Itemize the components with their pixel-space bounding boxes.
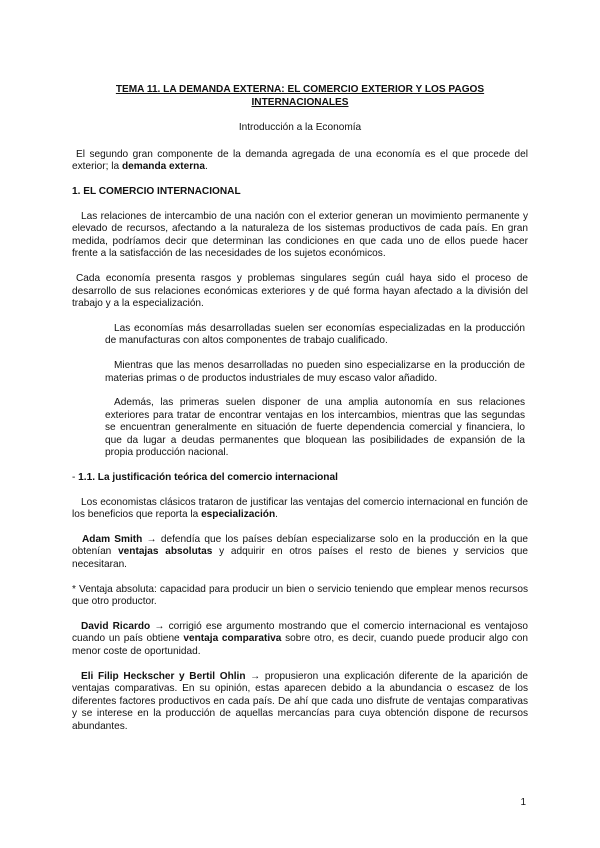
indented-paragraph-autonomy: Además, las primeras suelen disponer de una amplia autonomía en sus relaciones exteriores para tratar de encontrar ventajas en los intercambios, mientras que las segundas se encuentran generalmente en situación de fuerte dependencia comercial y financiera, lo que da lugar a deudas permanentes que bloquean las posibilidades de expansión de la propia producción nacional.: [105, 397, 525, 459]
subsection-heading-text: 1.1. La justificación teórica del comercio internacional: [78, 472, 338, 484]
section-heading: 1. EL COMERCIO INTERNACIONAL: [72, 185, 241, 197]
paragraph-rasgos: Cada economía presenta rasgos y problemas singulares según cuál haya sido el proceso de desarrollo de sus relaciones económicas exteriores y de qué forma hayan afectado a la división del trabajo y a la especialización.: [72, 272, 528, 310]
intro-bold: demanda externa: [121, 161, 205, 173]
clasicos-text-2: .: [275, 509, 278, 521]
smith-name: Adam Smith: [82, 533, 143, 545]
page-number: 1: [520, 797, 526, 809]
subsection-prefix: -: [72, 472, 79, 484]
smith-text-2: y adquirir en otros países el resto de bienes y servicios que necesitaran.: [72, 546, 528, 571]
heckscher-text-1: → propusieron una explicación diferente de la aparición de ventajas comparativas. En su opinión, estas aparecen debido a la abundancia o escasez de los diferentes factores productivos en cada país. De ahí que cada uno disfrute de ventajas comparativas y se interese en la producción de aquellas mercancías para cuya obtención dispone de recursos abundantes.: [72, 670, 528, 732]
paragraph-relations: Las relaciones de intercambio de una nación con el exterior generan un movimiento permanente y elevado de recursos, afectando a la naturaleza de los sistemas productivos de cada país. En gran medida, podríamos decir que determinan las condiciones en que cada uno de ellos puede hacer frente a la satisfacción de las necesidades de los sujetos económicos.: [72, 210, 528, 260]
paragraph-heckscher: [72, 671, 528, 734]
ricardo-text-2: sobre otro, es decir, cuando puede producir algo con menor coste de oportunidad.: [72, 633, 528, 657]
paragraph-smith: [72, 534, 528, 572]
intro-paragraph: [72, 149, 528, 174]
intro-text-1: El segundo gran componente de la demanda agregada de una economía es el que procede del exterior; la: [72, 148, 528, 173]
clasicos-bold: especialización: [201, 509, 276, 521]
paragraph-ricardo: [72, 621, 528, 659]
smith-text-1: → defendía que los países debían especializarse solo en la producción en la que obtenían: [72, 533, 528, 558]
document-subtitle: Introducción a la Economía: [238, 122, 362, 134]
subsection-heading: [72, 472, 528, 485]
ricardo-text-1: → corrigió ese argumento mostrando que el comercio internacional es ventajoso cuando un país obtiene: [72, 620, 528, 645]
clasicos-text-1: Los economistas clásicos trataron de justificar las ventajas del comercio internacional en función de los beneficios que reporta la: [72, 496, 528, 521]
ricardo-name: David Ricardo: [81, 620, 151, 632]
indented-paragraph-less-developed: Mientras que las menos desarrolladas no pueden sino especializarse en la producción de materias primas o de productos industriales de muy escaso valor añadido.: [105, 359, 525, 384]
intro-text-2: .: [204, 161, 208, 173]
heckscher-name: Eli Filip Heckscher y Bertil Ohlin: [81, 670, 246, 682]
note-ventaja-absoluta: * Ventaja absoluta: capacidad para producir un bien o servicio teniendo que emplear menos recursos que otro productor.: [72, 583, 528, 608]
paragraph-clasicos: [72, 497, 528, 522]
indented-paragraph-developed: Las economías más desarrolladas suelen ser economías especializadas en la producción de manufacturas con altos componentes de trabajo cualificado.: [105, 322, 525, 347]
ricardo-bold: ventaja comparativa: [183, 633, 282, 645]
smith-bold: ventajas absolutas: [118, 546, 213, 558]
document-title: TEMA 11. LA DEMANDA EXTERNA: EL COMERCIO EXTERIOR Y LOS PAGOS INTERNACIONALES: [115, 84, 485, 108]
